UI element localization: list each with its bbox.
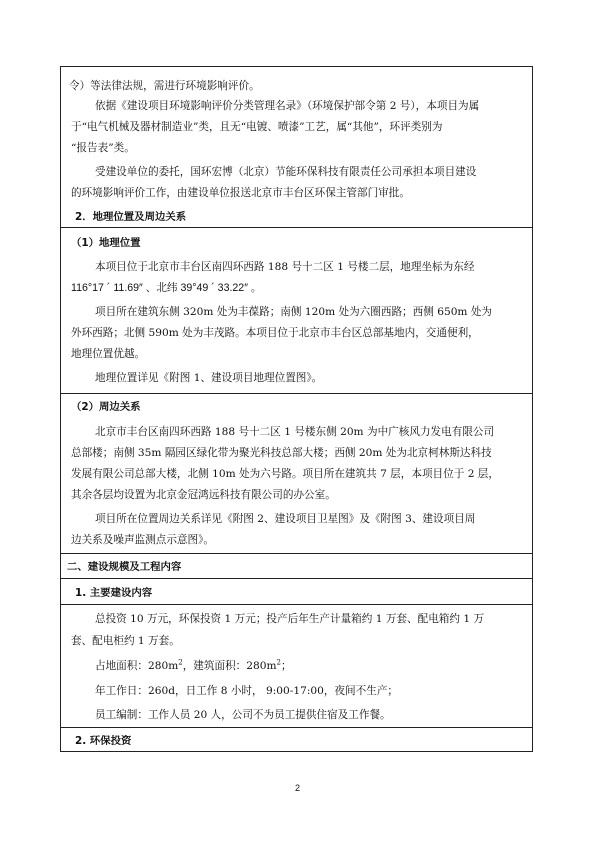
subsection-heading: （1）地理位置 [71, 237, 141, 249]
text-line: 年工作日：260d，日工作 8 小时， 9:00-17:00，夜间不生产； [95, 685, 399, 697]
section-heading: 1. 主要建设内容 [75, 587, 153, 599]
text-line: 令）等法律法规，需进行环境影响评价。 [69, 80, 260, 92]
text-line: 的环境影响评价工作，由建设单位报送北京市丰台区环保主管部门审批。 [71, 187, 410, 199]
text-line: 发展有限公司总部大楼，北侧 10m 处为六号路。项目所在建筑共 7 层，本项目位于 2 层， [71, 468, 499, 480]
text-line: “报告表”类。 [71, 142, 135, 154]
superscript: 2 [178, 658, 183, 667]
text-line: 本项目位于北京市丰台区南四环西路 188 号十二区 1 号楼二层，地理坐标为东经 [95, 261, 475, 273]
section-heading: 2．地理位置及周边关系 [75, 211, 187, 223]
divider [61, 393, 532, 394]
area-line [61, 659, 532, 673]
text-line: 总部楼；南侧 35m 隔园区绿化带为聚光科技总部大楼；西侧 20m 处为北京柯林斯达科技 [71, 447, 492, 459]
text-line: 套、配电柜约 1 万套。 [71, 635, 180, 647]
punctuation: ； [281, 660, 292, 672]
text-line: 外环西路；北侧 590m 处为丰茂路。本项目位于北京市丰台区总部基地内，交通便利， [71, 327, 479, 339]
text-line: 项目所在位置周边关系详见《附图 2、建设项目卫星图》及《附图 3、建设项目周 [95, 513, 476, 525]
superscript: 2 [276, 658, 281, 667]
section-heading: 2. 环保投资 [75, 735, 132, 747]
text-line: 116°17 ´ 11.69″ 、北纬 39°49 ´ 33.22″ 。 [71, 282, 262, 294]
text-line: 总投资 10 万元，环保投资 1 万元；投产后年生产计量箱约 1 万套、配电箱约 1 万 [95, 613, 485, 625]
page-number: 2 [294, 783, 300, 793]
divider [61, 553, 532, 554]
building-area-text: ，建筑面积：280m [182, 660, 277, 672]
text-line: 依据《建设项目环境影响评价分类管理名录》（环境保护部令第 2 号），本项目为属 [95, 100, 480, 112]
divider [61, 727, 532, 728]
text-line: 北京市丰台区南四环西路 188 号十二区 1 号楼东侧 20m 为中广核风力发电有限公司 [95, 426, 495, 438]
divider [61, 604, 532, 605]
chapter-heading: 二、建设规模及工程内容 [67, 561, 182, 573]
subsection-heading: （2）周边关系 [71, 401, 141, 413]
land-area-text: 占地面积：280m [95, 660, 179, 672]
text-line: 地理位置详见《附图 1、建设项目地理位置图》。 [95, 372, 323, 384]
divider [61, 227, 532, 228]
text-line: 于“电气机械及器材制造业”类，且无“电镀、喷漆”工艺，属“其他”，环评类别为 [71, 121, 443, 133]
text-line: 地理位置优越。 [71, 348, 146, 360]
text-line: 受建设单位的委托，国环宏博（北京）节能环保科技有限责任公司承担本项目建设 [95, 166, 477, 178]
text-line: 项目所在建筑东侧 320m 处为丰葆路；南侧 120m 处为六圈西路；西侧 650m 处为 [95, 306, 493, 318]
content-frame [60, 66, 533, 752]
text-line: 员工编制：工作人员 20 人，公司不为员工提供住宿及工作餐。 [95, 709, 391, 721]
text-line: 其余各层均设置为北京金冠鸿远科技有限公司的办公室。 [71, 489, 336, 501]
text-line: 边关系及噪声监测点示意图》。 [71, 534, 215, 546]
divider [61, 578, 532, 579]
